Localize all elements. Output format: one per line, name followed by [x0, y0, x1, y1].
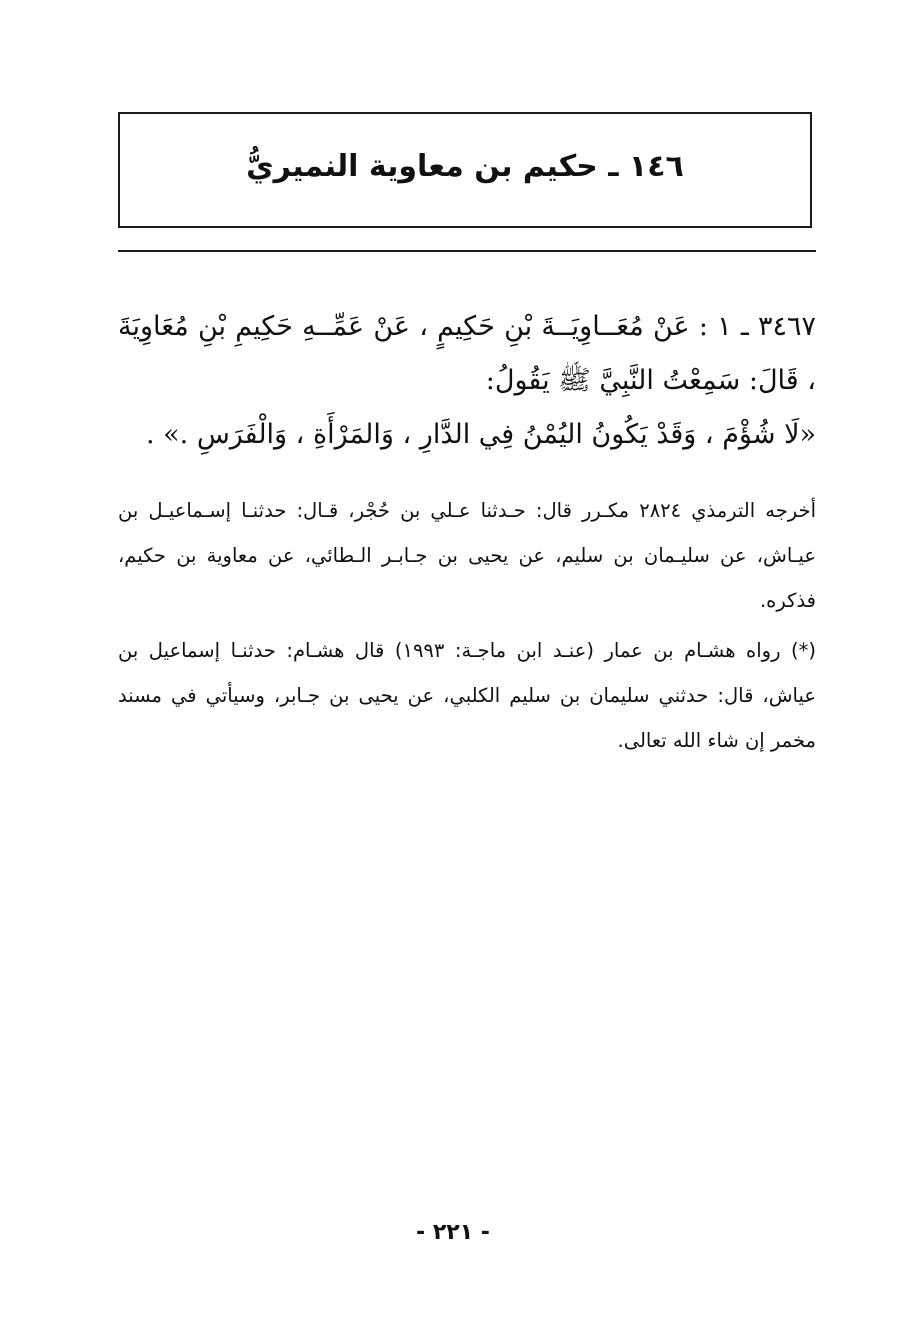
page-number: - ٢٢١ -: [416, 1220, 490, 1245]
hadith-text: [118, 300, 816, 462]
hadith-isnad: ٣٤٦٧ ـ ١ : عَنْ مُعَــاوِيَــةَ بْنِ حَكِيمٍ ، عَنْ عَمِّــهِ حَكِيمِ بْنِ مُعَاوِيَةَ ، قَالَ: سَمِعْتُ النَّبِيَّ ﷺ يَقُولُ:: [118, 311, 816, 396]
chapter-title: ١٤٦ ـ حكيم بن معاوية النميريُّ: [246, 149, 684, 184]
chapter-title-box: [118, 112, 812, 228]
header-divider: [118, 250, 816, 252]
footnote-additional: [118, 628, 816, 763]
footnote-text: (*) رواه هشـام بن عمار (عنـد ابن ماجـة: ١٩٩٣) قال هشـام: حدثنـا إسماعيل بن عياش، قال: حدثني سليمان بن سليم الكلبي، عن يحيى بن جـابر، وسيأتي في مسند مخمر إن شاء الله تعالى.: [118, 639, 816, 752]
hadith-matn: «لَا شُؤْمَ ، وَقَدْ يَكُونُ اليُمْنُ فِي الدَّارِ ، وَالمَرْأَةِ ، وَالْفَرَسِ .» .: [145, 419, 816, 450]
footnote-text: أخرجه الترمذي ٢٨٢٤ مكـرر قال: حـدثنا عـلي بن حُجْر، قـال: حدثنـا إسـماعيـل بن عيـاش، عن سليـمان بن سليم، عن يحيى بن جـابـر الـطائي، عن معاوية بن حكيم، فذكره.: [118, 499, 816, 612]
footnote-takhrij: [118, 488, 816, 623]
